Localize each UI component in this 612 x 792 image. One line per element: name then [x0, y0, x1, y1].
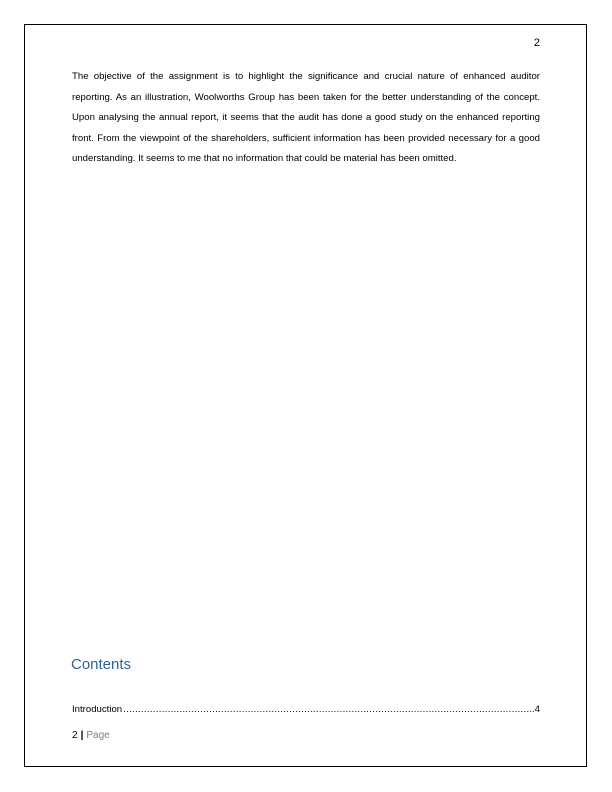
header-page-number: 2 [533, 37, 540, 49]
toc-heading: Contents [71, 656, 132, 673]
footer [72, 729, 110, 743]
toc-entry-title[interactable]: Introduction [72, 704, 123, 715]
footer-page-label: Page [86, 730, 110, 741]
toc-entry-page: 4 [534, 704, 540, 715]
abstract-paragraph: The objective of the assignment is to highlight the significance and crucial nature of enhanced auditor reporting. As an illustration, Woolworths Group has been taken for the better understanding of the concept. Upon analysing the annual report, it seems that the audit has done a good study on the enhanced reporting front. From the viewpoint of the shareholders, sufficient information has been provided necessary for a good understanding. It seems to me that no information that could be material has been omitted. [72, 71, 540, 164]
toc-dot-leader [123, 703, 534, 717]
footer-page-number: 2 [72, 730, 78, 741]
footer-separator: | [80, 730, 84, 741]
toc-entry-introduction[interactable] [72, 703, 540, 717]
